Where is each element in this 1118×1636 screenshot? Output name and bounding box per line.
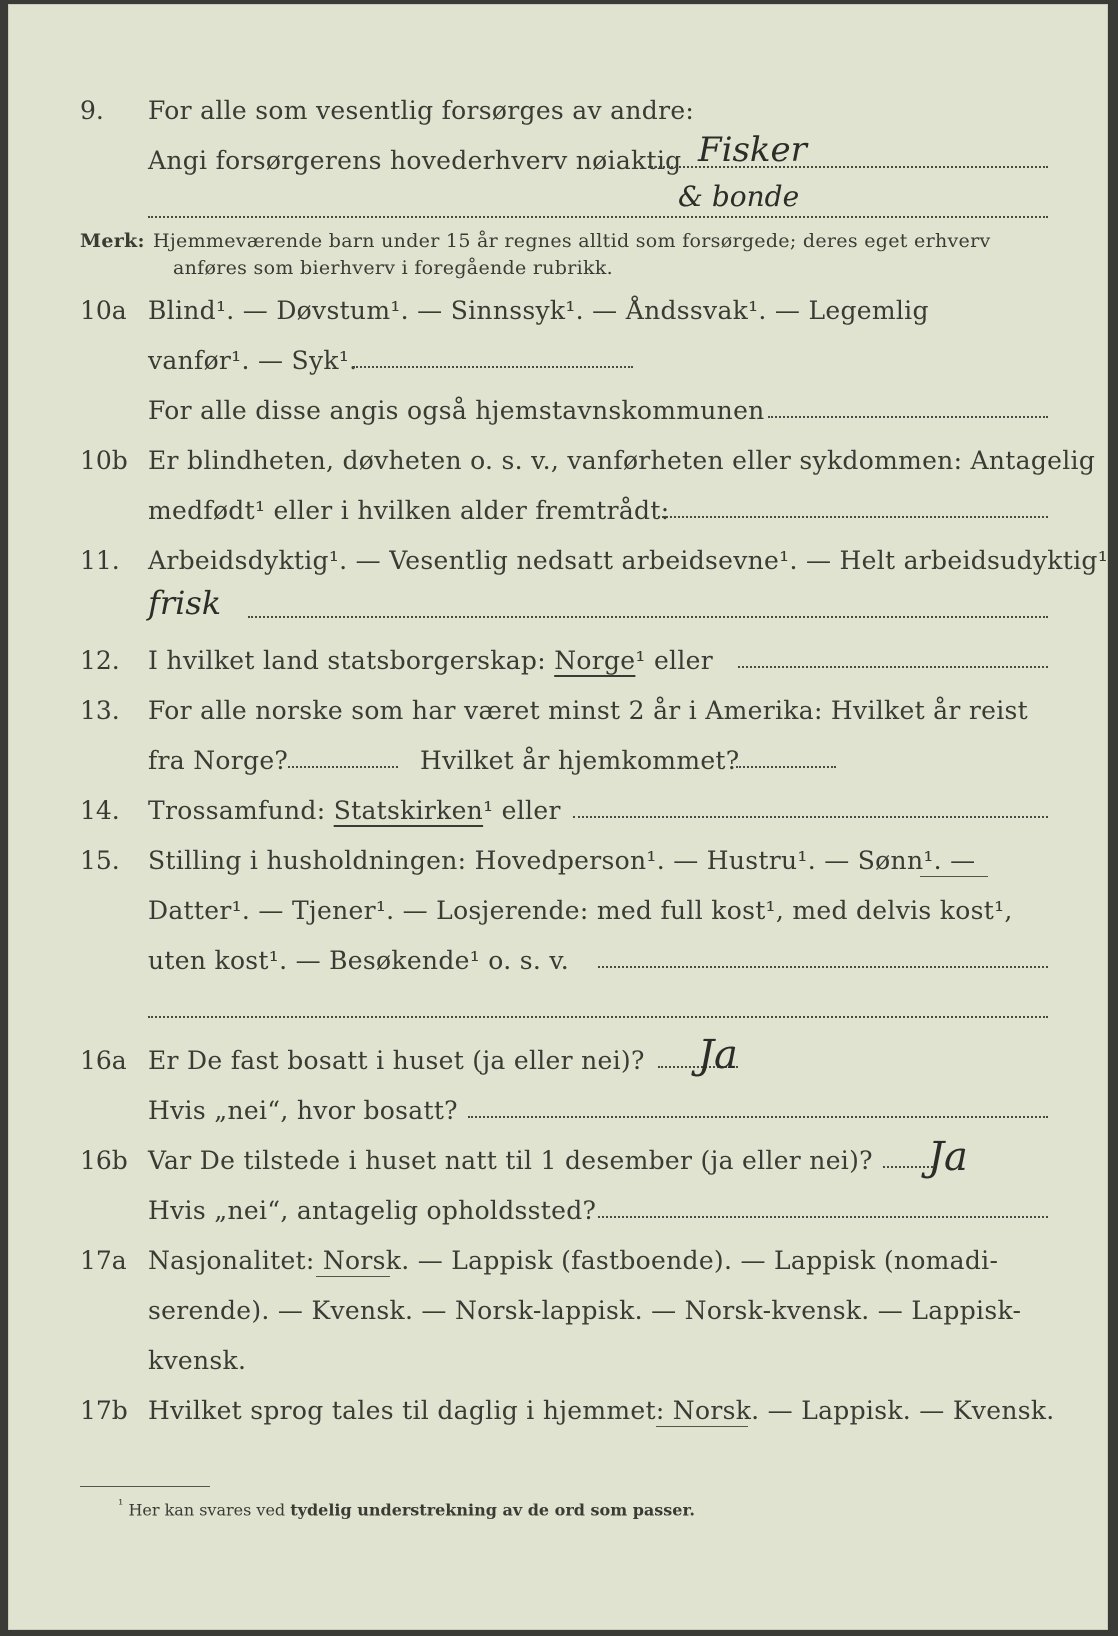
q17a-norsk-underline — [316, 1276, 390, 1277]
q11-number: 11. — [80, 546, 120, 575]
q17a-line1: Nasjonalitet: Norsk. — Lappisk (fastboende). — Lappisk (nomadi- — [148, 1246, 999, 1275]
q17a-line2: serende). — Kvensk. — Norsk-lappisk. — Norsk-kvensk. — Lappisk- — [148, 1296, 1022, 1325]
q12-suffix: ¹ eller — [635, 646, 713, 675]
q16a-bosatt-line — [468, 1116, 1048, 1118]
q9-number: 9. — [80, 96, 104, 125]
q10a-kommune-line — [768, 416, 1048, 418]
q15-line1: Stilling i husholdningen: Hovedperson¹. — Hustru¹. — Sønn¹. — — [148, 846, 976, 875]
q16b-number: 16b — [80, 1146, 128, 1175]
q10b-line2: medfødt¹ eller i hvilken alder fremtrådt: — [148, 496, 670, 525]
q9-handwritten-answer-2: & bonde — [678, 180, 800, 213]
q10a-line1: Blind¹. — Døvstum¹. — Sinnssyk¹. — Åndssvak¹. — Legemlig — [148, 296, 929, 325]
q9-line2: Angi forsørgerens hovederhverv nøiaktig — [148, 146, 682, 175]
q14-option-statskirken: Statskirken — [333, 796, 484, 825]
q15-line3: uten kost¹. — Besøkende¹ o. s. v. — [148, 946, 570, 975]
merk-line2: anføres som bierhverv i foregående rubrikk. — [173, 257, 613, 279]
q16b-answer-line — [883, 1166, 933, 1168]
q12-prefix: I hvilket land statsborgerskap: — [148, 646, 546, 675]
q15-sonn-underline — [920, 876, 988, 877]
q12-line — [148, 646, 713, 676]
q10a-number: 10a — [80, 296, 127, 325]
q17b-number: 17b — [80, 1396, 128, 1425]
q12-answer-line — [738, 666, 1048, 668]
q11-answer-line — [248, 616, 1048, 618]
q10a-line3: For alle disse angis også hjemstavnskommunen — [148, 396, 765, 425]
q14-answer-line — [573, 816, 1048, 818]
q13-number: 13. — [80, 696, 120, 725]
q13-line2b: Hvilket år hjemkommet? — [420, 746, 740, 775]
q13-line2a: fra Norge? — [148, 746, 289, 775]
q14-line — [148, 796, 561, 826]
footnote — [118, 1496, 695, 1520]
q9-extra-line — [148, 216, 1048, 218]
q13-line1: For alle norske som har været minst 2 år i Amerika: Hvilket år reist — [148, 696, 1029, 725]
q16a-line2: Hvis „nei“, hvor bosatt? — [148, 1096, 458, 1125]
q12-number: 12. — [80, 646, 120, 675]
q16b-handwritten-answer: Ja — [928, 1134, 968, 1180]
q13-hjemkommet-line — [736, 766, 836, 768]
q16b-line2: Hvis „nei“, antagelig opholdssted? — [148, 1196, 597, 1225]
q16a-handwritten-answer: Ja — [698, 1032, 738, 1078]
q15-answer-line — [598, 966, 1048, 968]
q10a-answer-line — [353, 366, 633, 368]
q14-suffix: ¹ eller — [483, 796, 561, 825]
merk-label: Merk: — [80, 230, 145, 252]
q14-prefix: Trossamfund: — [148, 796, 326, 825]
merk-line1: Hjemmeværende barn under 15 år regnes alltid som forsørgede; deres eget erhverv — [153, 230, 991, 252]
q10b-line1: Er blindheten, døvheten o. s. v., vanførheten eller sykdommen: Antagelig — [148, 446, 1096, 475]
q16a-number: 16a — [80, 1046, 127, 1075]
q16a-line1: Er De fast bosatt i huset (ja eller nei)? — [148, 1046, 645, 1075]
q17a-number: 17a — [80, 1246, 127, 1275]
q15-extra-line — [148, 1016, 1048, 1018]
q13-reist-line — [288, 766, 398, 768]
q10b-answer-line — [658, 516, 1048, 518]
q10a-line2: vanfør¹. — Syk¹. — [148, 346, 358, 375]
footnote-mark: ¹ — [118, 1498, 124, 1513]
q9-handwritten-answer: Fisker — [698, 130, 807, 170]
q10b-number: 10b — [80, 446, 128, 475]
footnote-bold: tydelig understrekning av de ord som passer. — [290, 1500, 695, 1520]
q14-number: 14. — [80, 796, 120, 825]
q15-number: 15. — [80, 846, 120, 875]
census-form-page — [8, 4, 1117, 1630]
q16b-line1: Var De tilstede i huset natt til 1 desember (ja eller nei)? — [148, 1146, 873, 1175]
footnote-text: Her kan svares ved — [128, 1500, 286, 1520]
q11-handwritten-answer: frisk — [148, 584, 222, 622]
footnote-rule — [80, 1486, 210, 1487]
q17b-norsk-underline — [656, 1426, 748, 1427]
q16b-opholdssted-line — [598, 1216, 1048, 1218]
q15-line2: Datter¹. — Tjener¹. — Losjerende: med full kost¹, med delvis kost¹, — [148, 896, 1013, 925]
q12-option-norge: Norge — [554, 646, 636, 675]
q9-line1: For alle som vesentlig forsørges av andre: — [148, 96, 695, 125]
q17a-line3: kvensk. — [148, 1346, 247, 1375]
q11-line1: Arbeidsdyktig¹. — Vesentlig nedsatt arbeidsevne¹. — Helt arbeidsudyktig¹. — [148, 546, 1117, 575]
q17b-line1: Hvilket sprog tales til daglig i hjemmet: Norsk. — Lappisk. — Kvensk. — [148, 1396, 1055, 1425]
